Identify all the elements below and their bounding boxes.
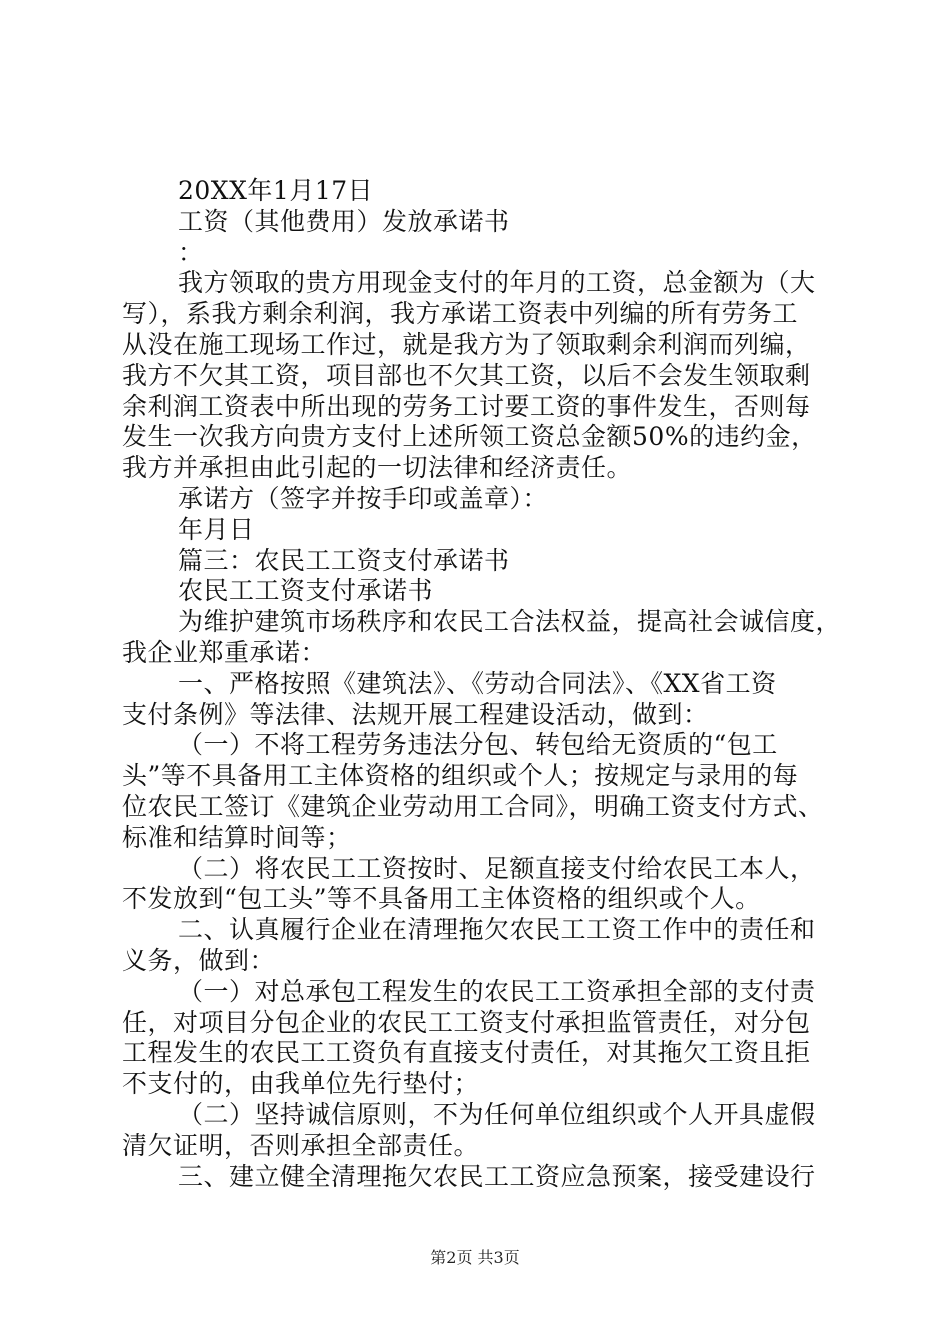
paragraph-line: 不支付的，由我单位先行垫付； <box>122 1069 480 1098</box>
subclause-line: （二）坚持诚信原则，不为任何单位组织或个人开具虚假 <box>178 1100 816 1129</box>
paragraph-line: 位农民工签订《建筑企业劳动用工合同》，明确工资支付方式、 <box>122 792 824 821</box>
clause-heading: 二、认真履行企业在清理拖欠农民工工资工作中的责任和 <box>178 915 816 944</box>
paragraph-line: 从没在施工现场工作过，就是我方为了领取剩余利润而列编， <box>122 330 811 359</box>
paragraph-line: 我方不欠其工资，项目部也不欠其工资，以后不会发生领取剩 <box>122 361 811 390</box>
paragraph-line: 我方领取的贵方用现金支付的年月的工资，总金额为（大 <box>178 268 816 297</box>
paragraph-line: 清欠证明，否则承担全部责任。 <box>122 1131 480 1160</box>
paragraph-line: 任，对项目分包企业的农民工工资支付承担监管责任，对分包 <box>122 1008 811 1037</box>
paragraph-line: 头”等不具备用工主体资格的组织或个人；按规定与录用的每 <box>122 761 799 790</box>
paragraph-line: 我企业郑重承诺： <box>122 638 327 667</box>
section-title: 工资（其他费用）发放承诺书 <box>178 207 510 236</box>
paragraph-line: 为维护建筑市场秩序和农民工合法权益，提高社会诚信度， <box>178 607 842 636</box>
chapter-heading: 篇三：农民工工资支付承诺书 <box>178 546 510 575</box>
page-number-footer: 第2页 共3页 <box>430 1248 520 1267</box>
paragraph-line: 支付条例》等法律、法规开展工程建设活动，做到： <box>122 700 709 729</box>
paragraph-line: 我方并承担由此引起的一切法律和经济责任。 <box>122 453 633 482</box>
paragraph-line: 标准和结算时间等； <box>122 823 352 852</box>
paragraph-line: 余利润工资表中所出现的劳务工讨要工资的事件发生，否则每 <box>122 392 811 421</box>
subclause-line: （一）对总承包工程发生的农民工工资承担全部的支付责 <box>178 977 816 1006</box>
document-title: 农民工工资支付承诺书 <box>178 576 434 605</box>
paragraph-line: 写），系我方剩余利润，我方承诺工资表中列编的所有劳务工 <box>122 299 799 328</box>
paragraph-line: 不发放到“包工头”等不具备用工主体资格的组织或个人。 <box>122 884 761 913</box>
salutation-colon: ： <box>178 238 204 267</box>
paragraph-line: 发生一次我方向贵方支付上述所领工资总金额50%的违约金， <box>122 422 817 451</box>
subclause-line: （二）将农民工工资按时、足额直接支付给农民工本人， <box>178 854 816 883</box>
subclause-line: （一）不将工程劳务违法分包、转包给无资质的“包工 <box>178 730 778 759</box>
clause-heading: 一、严格按照《建筑法》、《劳动合同法》、《XX省工资 <box>178 669 777 698</box>
signature-line: 承诺方（签字并按手印或盖章）： <box>178 484 549 513</box>
paragraph-line: 义务，做到： <box>122 946 276 975</box>
clause-heading: 三、建立健全清理拖欠农民工工资应急预案，接受建设行 <box>178 1162 816 1191</box>
paragraph-line: 工程发生的农民工工资负有直接支付责任，对其拖欠工资且拒 <box>122 1038 811 1067</box>
date-line: 20XX年1月17日 <box>178 176 374 205</box>
date-placeholder: 年月日 <box>178 515 255 544</box>
